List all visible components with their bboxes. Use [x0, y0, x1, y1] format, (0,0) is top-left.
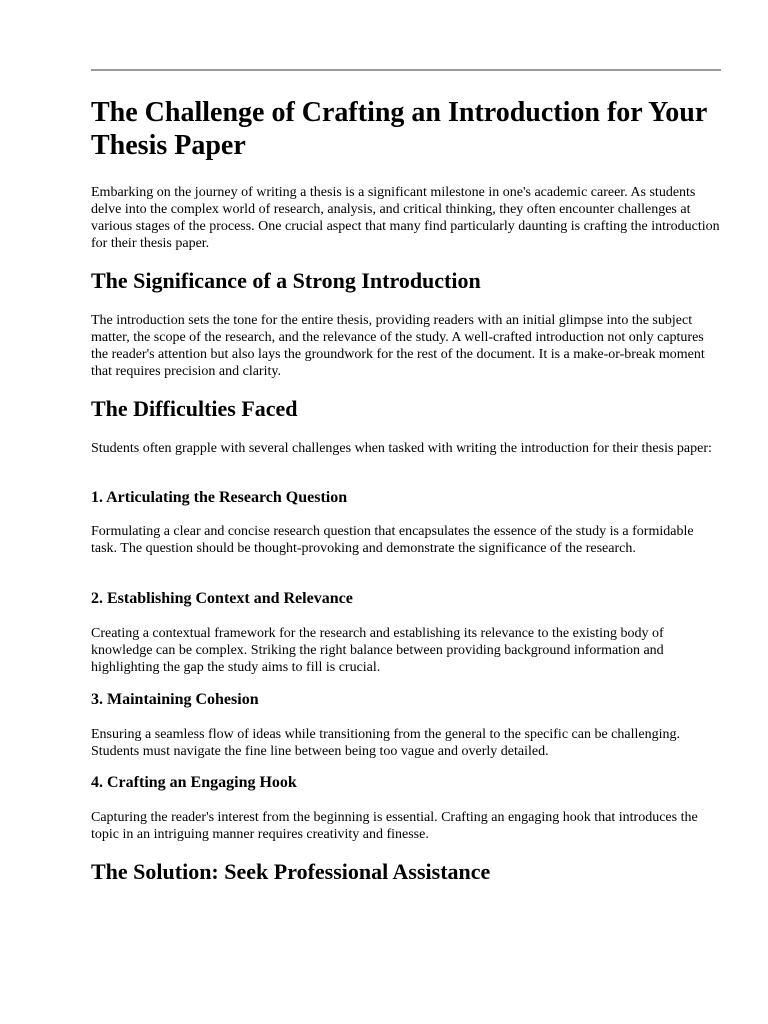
- section-heading-significance: The Significance of a Strong Introduction: [91, 268, 481, 293]
- section-paragraph-significance: The introduction sets the tone for the entire thesis, providing readers with an initial glimpse into the subject matter, the scope of the research, and the relevance of the study. A well-crafted introduction not only captures the reader's attention but also lays the groundwork for the rest of the document. It is a make-or-break moment that requires precision and clarity.: [91, 313, 705, 379]
- document-title: The Challenge of Crafting an Introduction for Your Thesis Paper: [91, 97, 707, 161]
- challenge-heading-4: 4. Crafting an Engaging Hook: [91, 774, 297, 791]
- challenge-heading-2: 2. Establishing Context and Relevance: [91, 590, 353, 607]
- section-heading-difficulties: The Difficulties Faced: [91, 396, 298, 421]
- challenge-heading-3: 3. Maintaining Cohesion: [91, 691, 259, 708]
- challenge-paragraph-3: Ensuring a seamless flow of ideas while transitioning from the general to the specific can be challenging. Students must navigate the fine line between being too vague and overly detailed.: [91, 727, 680, 759]
- challenge-heading-1: 1. Articulating the Research Question: [91, 489, 348, 506]
- section-heading-solution: The Solution: Seek Professional Assistance: [91, 859, 491, 884]
- section-paragraph-difficulties: Students often grapple with several challenges when tasked with writing the introduction for their thesis paper:: [91, 441, 712, 456]
- top-rule: [91, 69, 721, 71]
- challenge-paragraph-4: Capturing the reader's interest from the beginning is essential. Crafting an engaging hook that introduces the topic in an intriguing manner requires creativity and finesse.: [91, 810, 698, 842]
- intro-paragraph: Embarking on the journey of writing a thesis is a significant milestone in one's academic career. As students delve into the complex world of research, analysis, and critical thinking, they often encounter challenges at various stages of the process. One crucial aspect that many find particularly daunting is crafting the introduction for their thesis paper.: [91, 185, 720, 251]
- challenge-paragraph-1: Formulating a clear and concise research question that encapsulates the essence of the study is a formidable task. The question should be thought-provoking and demonstrate the significance of the research.: [91, 524, 694, 556]
- challenge-paragraph-2: Creating a contextual framework for the research and establishing its relevance to the existing body of knowledge can be complex. Striking the right balance between providing background information and highlighting the gap the study aims to fill is crucial.: [91, 626, 664, 675]
